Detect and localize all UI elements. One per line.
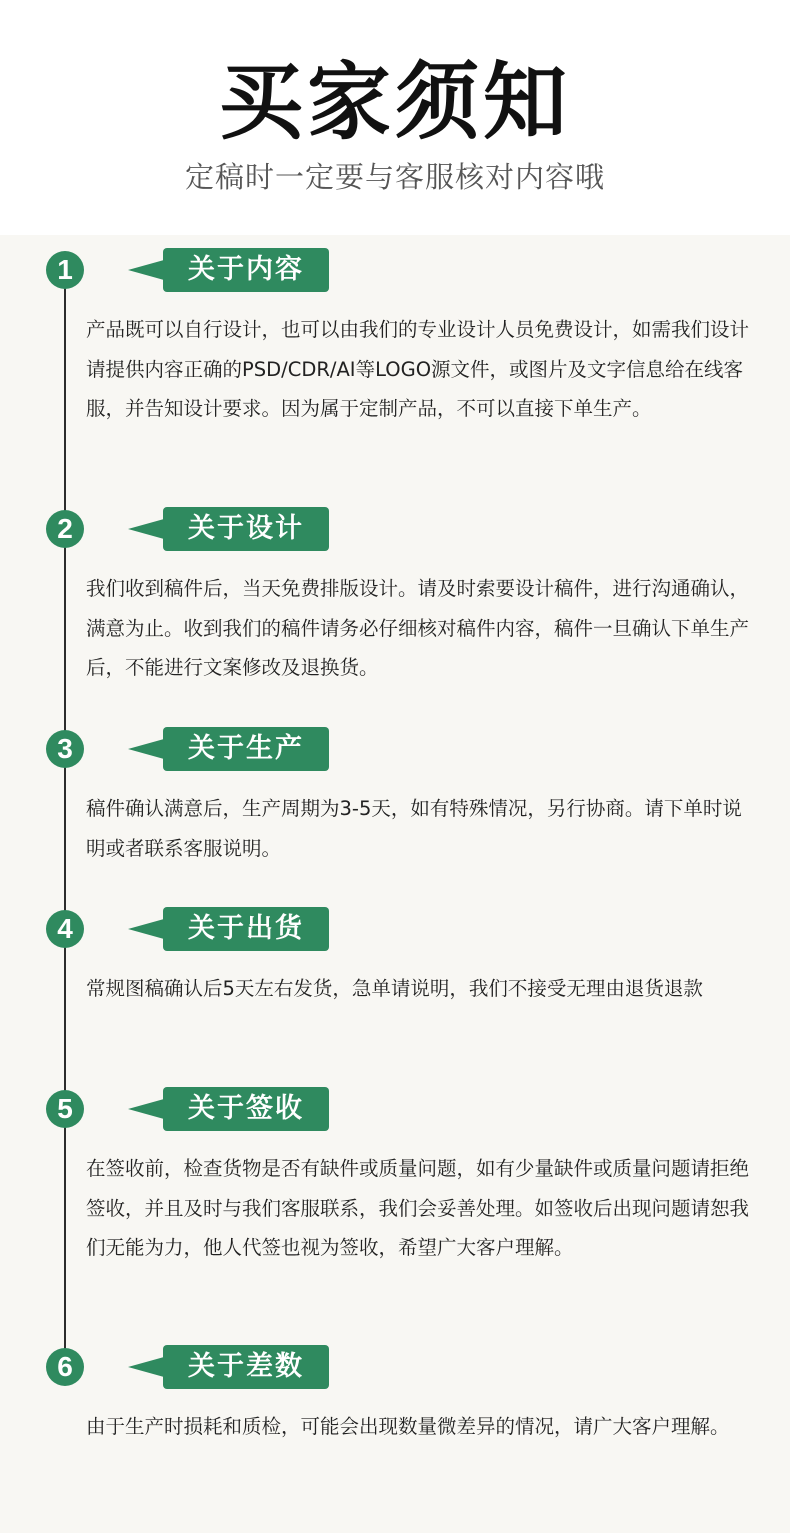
- step-number-badge: 5: [46, 1090, 84, 1128]
- section-body-text: 我们收到稿件后，当天免费排版设计。请及时索要设计稿件，进行沟通确认，满意为止。收到我们的稿件请务必仔细核对稿件内容，稿件一旦确认下单生产后，不能进行文案修改及退换货。: [86, 577, 750, 679]
- step-number-badge: 2: [46, 510, 84, 548]
- section-heading-tag: 关于设计: [163, 507, 329, 551]
- section-heading-tag: 关于签收: [163, 1087, 329, 1131]
- section-body-text: 常规图稿确认后5天左右发货，急单请说明，我们不接受无理由退货退款: [86, 977, 703, 1000]
- section-body-text: 产品既可以自行设计，也可以由我们的专业设计人员免费设计，如需我们设计请提供内容正确的PSD/CDR/AI等LOGO源文件，或图片及文字信息给在线客服，并告知设计要求。因为属于定制产品，不可以直接下单生产。: [86, 318, 750, 420]
- step-number-badge: 6: [46, 1348, 84, 1386]
- section-heading-tag: 关于出货: [163, 907, 329, 951]
- page-title: 买家须知: [218, 53, 571, 151]
- section-heading-tag: 关于生产: [163, 727, 329, 771]
- tag-pointer-arrow: [128, 1357, 164, 1377]
- notice-content: [0, 235, 790, 1533]
- section-body-text: 稿件确认满意后，生产周期为3-5天，如有特殊情况，另行协商。请下单时说明或者联系客服说明。: [86, 797, 742, 860]
- tag-pointer-arrow: [128, 519, 164, 539]
- tag-pointer-arrow: [128, 739, 164, 759]
- section-body-text: 由于生产时损耗和质检，可能会出现数量微差异的情况，请广大客户理解。: [86, 1415, 730, 1438]
- step-number-badge: 3: [46, 730, 84, 768]
- step-number-badge: 4: [46, 910, 84, 948]
- timeline-line: [64, 270, 66, 1366]
- section-heading-tag: 关于内容: [163, 248, 329, 292]
- tag-pointer-arrow: [128, 1099, 164, 1119]
- tag-pointer-arrow: [128, 260, 164, 280]
- header: [0, 0, 790, 235]
- tag-pointer-arrow: [128, 919, 164, 939]
- section-body-text: 在签收前，检查货物是否有缺件或质量问题，如有少量缺件或质量问题请拒绝签收，并且及时与我们客服联系，我们会妥善处理。如签收后出现问题请恕我们无能为力，他人代签也视为签收，希望广大客户理解。: [86, 1157, 750, 1259]
- step-number-badge: 1: [46, 251, 84, 289]
- section-heading-tag: 关于差数: [163, 1345, 329, 1389]
- page-subtitle: 定稿时一定要与客服核对内容哦: [184, 160, 605, 194]
